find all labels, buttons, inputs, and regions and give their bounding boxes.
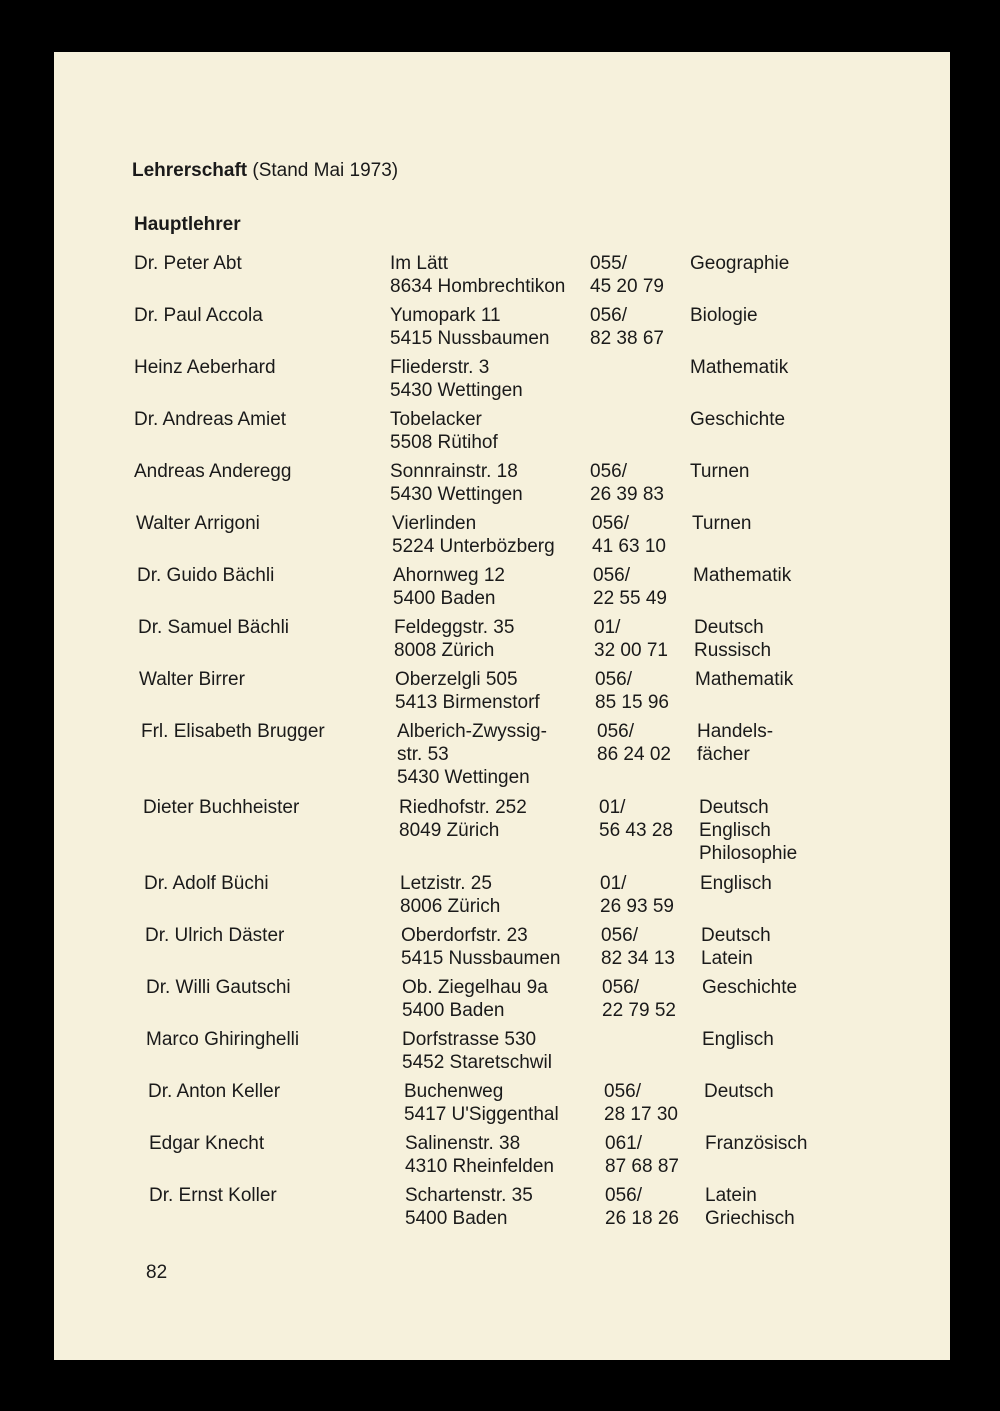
teacher-subjects-line: fächer xyxy=(697,744,750,765)
teacher-phone-line: 82 34 13 xyxy=(601,948,675,969)
teacher-phone-line: 056/ xyxy=(590,305,627,326)
teacher-subjects-line: Philosophie xyxy=(699,843,798,864)
teacher-address xyxy=(390,304,550,350)
teacher-subjects xyxy=(700,872,772,895)
teacher-address-line: 8008 Zürich xyxy=(394,640,495,661)
teacher-phone-line: 056/ xyxy=(592,513,629,534)
teacher-address-line: 8049 Zürich xyxy=(399,820,500,841)
teacher-address-line: Alberich-Zwyssig- xyxy=(397,721,547,742)
teacher-name-line: Dr. Samuel Bächli xyxy=(138,617,290,638)
teacher-address xyxy=(405,1132,554,1178)
teacher-address xyxy=(390,252,565,298)
teacher-phone xyxy=(597,720,671,766)
teacher-subjects-line: Latein xyxy=(701,948,753,969)
teacher-subjects xyxy=(690,408,785,431)
teacher-name-line: Dr. Anton Keller xyxy=(148,1081,281,1102)
teacher-subjects-line: Latein xyxy=(705,1185,757,1206)
document-page xyxy=(54,52,950,1360)
teacher-name-line: Frl. Elisabeth Brugger xyxy=(141,721,325,742)
teacher-subjects xyxy=(690,460,750,483)
teacher-phone-line: 01/ xyxy=(594,617,621,638)
teacher-subjects-line: Deutsch xyxy=(699,797,769,818)
teacher-phone xyxy=(592,512,666,558)
teacher-subjects-line: Geschichte xyxy=(702,977,798,998)
teacher-phone xyxy=(594,616,668,662)
teacher-name xyxy=(148,1080,280,1103)
teacher-address-line: 5415 Nussbaumen xyxy=(401,948,561,969)
teacher-subjects xyxy=(690,356,788,379)
teacher-subjects xyxy=(705,1184,795,1230)
teacher-phone-line: 26 93 59 xyxy=(600,896,674,917)
teacher-phone-line: 056/ xyxy=(593,565,630,586)
teacher-phone-line: 061/ xyxy=(605,1133,642,1154)
teacher-address xyxy=(400,872,500,918)
teacher-phone-line: 85 15 96 xyxy=(595,692,669,713)
teacher-address-line: 5430 Wettingen xyxy=(397,767,530,788)
teacher-address-line: 5430 Wettingen xyxy=(390,380,523,401)
teacher-address xyxy=(395,668,540,714)
teacher-phone-line: 056/ xyxy=(595,669,632,690)
teacher-name xyxy=(134,356,276,379)
teacher-address-line: 5413 Birmenstorf xyxy=(395,692,540,713)
teacher-name xyxy=(138,616,289,639)
teacher-subjects xyxy=(693,564,791,587)
teacher-phone xyxy=(590,252,664,298)
teacher-name xyxy=(134,408,286,431)
teacher-address-line: Ob. Ziegelhau 9a xyxy=(402,977,548,998)
teacher-address xyxy=(397,720,547,789)
teacher-name-line: Dieter Buchheister xyxy=(143,797,300,818)
teacher-address-line: Fliederstr. 3 xyxy=(390,357,490,378)
teacher-name xyxy=(134,304,263,327)
teacher-phone-line: 056/ xyxy=(602,977,639,998)
teacher-phone xyxy=(599,796,673,842)
teacher-phone-line: 056/ xyxy=(597,721,634,742)
teacher-address-line: Feldeggstr. 35 xyxy=(394,617,515,638)
teacher-address-line: Riedhofstr. 252 xyxy=(399,797,527,818)
teacher-address-line: Im Lätt xyxy=(390,253,449,274)
teacher-subjects-line: Griechisch xyxy=(705,1208,795,1229)
teacher-phone xyxy=(593,564,667,610)
teacher-name-line: Edgar Knecht xyxy=(149,1133,265,1154)
teacher-subjects xyxy=(695,668,793,691)
teacher-name xyxy=(146,976,291,999)
teacher-subjects-line: Deutsch xyxy=(704,1081,774,1102)
teacher-phone-line: 82 38 67 xyxy=(590,328,664,349)
teacher-phone-line: 41 63 10 xyxy=(592,536,666,557)
section-heading: Hauptlehrer xyxy=(134,214,241,235)
teacher-address-line: Dorfstrasse 530 xyxy=(402,1029,537,1050)
teacher-name-line: Andreas Anderegg xyxy=(134,461,292,482)
teacher-subjects-line: Geschichte xyxy=(690,409,786,430)
teacher-phone-line: 056/ xyxy=(590,461,627,482)
teacher-subjects-line: Biologie xyxy=(690,305,758,326)
teacher-address-line: Buchenweg xyxy=(404,1081,504,1102)
teacher-name xyxy=(139,668,245,691)
teacher-address xyxy=(402,976,548,1022)
teacher-name xyxy=(145,924,284,947)
teacher-subjects-line: Englisch xyxy=(700,873,772,894)
teacher-subjects xyxy=(699,796,797,865)
teacher-address-line: 5400 Baden xyxy=(393,588,496,609)
teacher-address-line: 5452 Staretschwil xyxy=(402,1052,552,1073)
teacher-phone xyxy=(601,924,675,970)
teacher-address-line: 4310 Rheinfelden xyxy=(405,1156,554,1177)
teacher-name xyxy=(144,872,269,895)
teacher-address-line: Ahornweg 12 xyxy=(393,565,505,586)
teacher-subjects xyxy=(692,512,752,535)
teacher-name-line: Dr. Willi Gautschi xyxy=(146,977,291,998)
teacher-name xyxy=(146,1028,299,1051)
teacher-subjects xyxy=(690,304,758,327)
teacher-address-line: 5415 Nussbaumen xyxy=(390,328,550,349)
teacher-address xyxy=(399,796,527,842)
teacher-address xyxy=(390,356,523,402)
teacher-address-line: Yumopark 11 xyxy=(390,305,501,326)
teacher-address xyxy=(405,1184,533,1230)
teacher-phone xyxy=(605,1132,679,1178)
teacher-phone-line: 87 68 87 xyxy=(605,1156,679,1177)
teacher-address xyxy=(393,564,505,610)
teacher-name-line: Dr. Guido Bächli xyxy=(137,565,275,586)
teacher-phone xyxy=(595,668,669,714)
teacher-subjects xyxy=(702,1028,774,1051)
teacher-name xyxy=(149,1132,264,1155)
teacher-phone xyxy=(604,1080,678,1126)
teacher-address-line: Sonnrainstr. 18 xyxy=(390,461,518,482)
teacher-name xyxy=(136,512,260,535)
teacher-address-line: 5508 Rütihof xyxy=(390,432,498,453)
teacher-phone-line: 22 79 52 xyxy=(602,1000,676,1021)
teacher-address xyxy=(404,1080,559,1126)
teacher-phone-line: 26 39 83 xyxy=(590,484,664,505)
teacher-address-line: Oberzelgli 505 xyxy=(395,669,518,690)
teacher-address-line: Tobelacker xyxy=(390,409,482,430)
teacher-phone xyxy=(600,872,674,918)
teacher-name-line: Marco Ghiringhelli xyxy=(146,1029,300,1050)
teacher-phone-line: 22 55 49 xyxy=(593,588,667,609)
teacher-subjects xyxy=(704,1080,774,1103)
teacher-name xyxy=(134,252,242,275)
teacher-subjects-line: Russisch xyxy=(694,640,772,661)
teacher-subjects xyxy=(702,976,797,999)
teacher-address-line: 5430 Wettingen xyxy=(390,484,523,505)
teacher-name xyxy=(143,796,299,819)
teacher-phone xyxy=(590,460,664,506)
teacher-subjects-line: Mathematik xyxy=(693,565,792,586)
teacher-name xyxy=(141,720,325,743)
teacher-address-line: Letzistr. 25 xyxy=(400,873,492,894)
teacher-phone xyxy=(590,304,664,350)
teacher-name-line: Dr. Ulrich Däster xyxy=(145,925,285,946)
teacher-address-line: Vierlinden xyxy=(392,513,477,534)
teacher-address-line: 5417 U'Siggenthal xyxy=(404,1104,559,1125)
teacher-subjects xyxy=(701,924,771,970)
teacher-name-line: Dr. Peter Abt xyxy=(134,253,242,274)
teacher-name xyxy=(137,564,274,587)
teacher-phone-line: 056/ xyxy=(604,1081,641,1102)
teacher-subjects-line: Deutsch xyxy=(694,617,764,638)
heading-rest: (Stand Mai 1973) xyxy=(252,160,399,181)
teacher-name-line: Heinz Aeberhard xyxy=(134,357,276,378)
teacher-subjects-line: Französisch xyxy=(705,1133,808,1154)
teacher-phone-line: 28 17 30 xyxy=(604,1104,678,1125)
teacher-subjects-line: Geographie xyxy=(690,253,790,274)
teacher-subjects-line: Turnen xyxy=(690,461,750,482)
teacher-subjects xyxy=(690,252,789,275)
teacher-address-line: 5400 Baden xyxy=(402,1000,505,1021)
teacher-subjects xyxy=(694,616,771,662)
teacher-phone-line: 01/ xyxy=(600,873,627,894)
teacher-name-line: Walter Birrer xyxy=(139,669,245,690)
teacher-subjects xyxy=(705,1132,807,1155)
teacher-address-line: Oberdorfstr. 23 xyxy=(401,925,528,946)
teacher-address-line: 5224 Unterbözberg xyxy=(392,536,555,557)
teacher-phone-line: 56 43 28 xyxy=(599,820,673,841)
teacher-subjects-line: Mathematik xyxy=(690,357,789,378)
teacher-phone-line: 056/ xyxy=(605,1185,642,1206)
teacher-phone-line: 86 24 02 xyxy=(597,744,671,765)
teacher-subjects-line: Turnen xyxy=(692,513,752,534)
teacher-address xyxy=(394,616,514,662)
teacher-subjects xyxy=(697,720,773,766)
teacher-subjects-line: Mathematik xyxy=(695,669,794,690)
teacher-phone-line: 26 18 26 xyxy=(605,1208,679,1229)
teacher-address-line: Schartenstr. 35 xyxy=(405,1185,533,1206)
page-heading xyxy=(132,160,398,182)
teacher-subjects-line: Englisch xyxy=(699,820,771,841)
teacher-address-line: 5400 Baden xyxy=(405,1208,508,1229)
teacher-name-line: Dr. Andreas Amiet xyxy=(134,409,287,430)
teacher-address xyxy=(392,512,555,558)
teacher-name-line: Dr. Adolf Büchi xyxy=(144,873,269,894)
teacher-name-line: Dr. Paul Accola xyxy=(134,305,263,326)
teacher-phone-line: 32 00 71 xyxy=(594,640,668,661)
teacher-address xyxy=(390,408,498,454)
teacher-name-line: Dr. Ernst Koller xyxy=(149,1185,277,1206)
teacher-phone-line: 45 20 79 xyxy=(590,276,664,297)
teacher-address xyxy=(390,460,523,506)
teacher-address-line: 8634 Hombrechtikon xyxy=(390,276,566,297)
teacher-phone-line: 055/ xyxy=(590,253,627,274)
teacher-name xyxy=(134,460,291,483)
teacher-phone-line: 01/ xyxy=(599,797,626,818)
teacher-phone-line: 056/ xyxy=(601,925,638,946)
teacher-name xyxy=(149,1184,277,1207)
page-number: 82 xyxy=(146,1262,168,1283)
teacher-name-line: Walter Arrigoni xyxy=(136,513,260,534)
teacher-address xyxy=(402,1028,552,1074)
teacher-address-line: str. 53 xyxy=(397,744,449,765)
teacher-address xyxy=(401,924,561,970)
teacher-address-line: 8006 Zürich xyxy=(400,896,501,917)
teacher-subjects-line: Deutsch xyxy=(701,925,771,946)
teacher-subjects-line: Handels- xyxy=(697,721,774,742)
teacher-subjects-line: Englisch xyxy=(702,1029,774,1050)
teacher-phone xyxy=(602,976,676,1022)
heading-bold: Lehrerschaft xyxy=(132,160,248,181)
teacher-address-line: Salinenstr. 38 xyxy=(405,1133,521,1154)
teacher-phone xyxy=(605,1184,679,1230)
